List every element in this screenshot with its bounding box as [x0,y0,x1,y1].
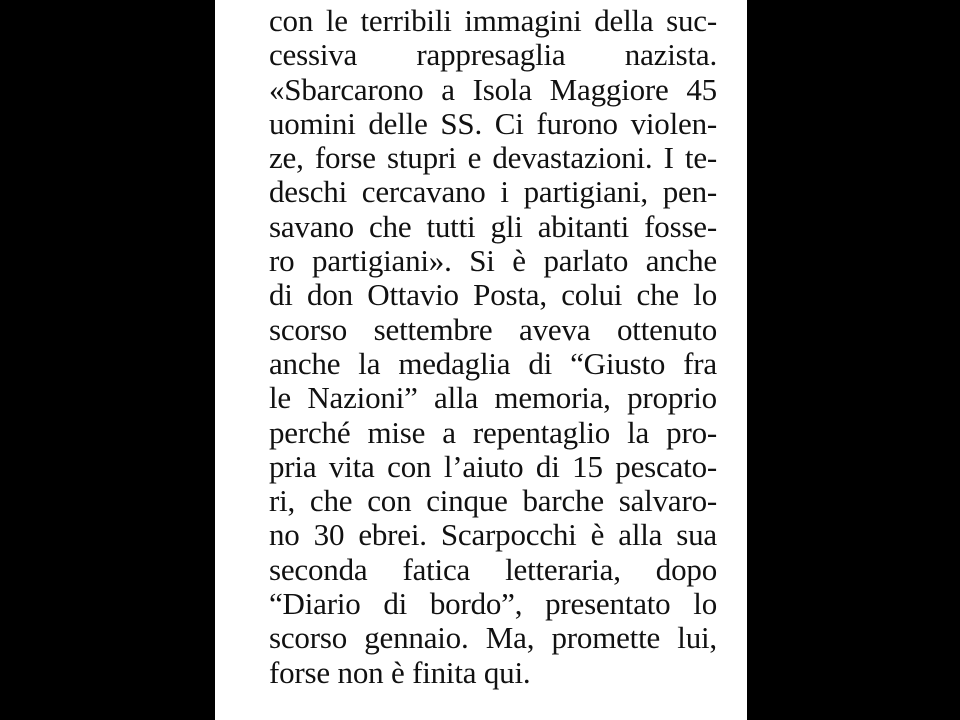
article-line-9: di don Ottavio Posta, colui che lo [269,277,717,313]
article-line-19: scorso gennaio. Ma, promette lui, [269,620,717,656]
article-line-12: le Nazioni” alla memoria, proprio [269,380,717,416]
article-line-1: con le terribili immagini della suc- [269,3,717,38]
article-line-16: no 30 ebrei. Scarpocchi è alla sua [269,517,717,553]
article-line-2: cessiva rappresaglia nazista. [269,37,717,73]
article-line-14: pria vita con l’aiuto di 15 pescato- [269,448,717,484]
article-line-17: seconda fatica letteraria, dopo [269,551,717,587]
article-line-13: perché mise a repentaglio la pro- [269,414,717,450]
article-line-4: uomini delle SS. Ci furono violen- [269,105,717,141]
article-line-18: “Diario di bordo”, presentato lo [269,586,717,622]
article-line-10: scorso settembre aveva ottenuto [269,311,717,347]
article-line-3: «Sbarcarono a Isola Maggiore 45 [269,71,717,107]
article-line-6: deschi cercavano i partigiani, pen- [269,174,717,210]
article-column [269,4,717,690]
article-line-20: forse non è finita qui. [269,654,531,690]
article-line-15: ri, che con cinque barche salvaro- [269,483,717,519]
article-line-11: anche la medaglia di “Giusto fra [269,345,717,381]
newspaper-clipping [215,0,747,720]
article-line-5: ze, forse stupri e devastazioni. I te- [269,140,717,176]
article-line-7: savano che tutti gli abitanti fosse- [269,208,717,244]
article-line-8: ro partigiani». Si è parlato anche [269,243,717,279]
